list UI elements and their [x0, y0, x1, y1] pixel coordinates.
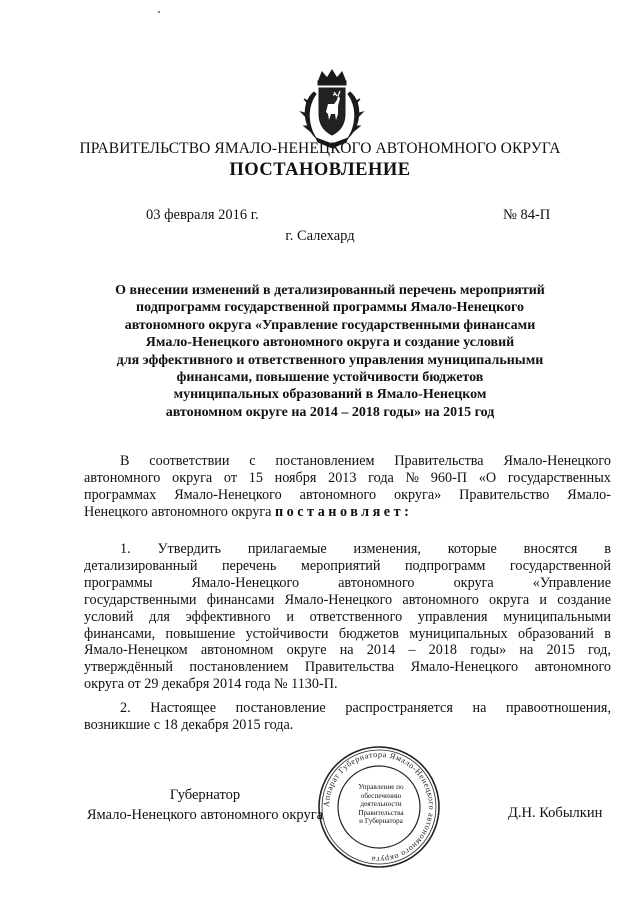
justified-line [84, 575, 611, 592]
word: управления [417, 608, 488, 625]
stamp-inner-line: и Губернатора [359, 817, 403, 826]
word: Ямало- [567, 486, 611, 503]
word: с [249, 453, 256, 469]
yamal-nenets-coat-of-arms-icon [296, 68, 368, 148]
word: на [519, 642, 534, 659]
word: перечень [221, 557, 277, 574]
word: «О [478, 469, 497, 486]
word: государственной [509, 557, 611, 574]
justified-line [84, 659, 611, 676]
justified-line [84, 487, 611, 504]
word: года [368, 469, 394, 486]
stamp-inner-line: Управление по [358, 783, 404, 791]
document-title [80, 282, 580, 421]
word: 2015 [546, 642, 575, 659]
word: 2014 [366, 642, 396, 659]
title-line: О внесении изменений в детализированный перечень мероприятий [115, 283, 545, 298]
word: эффективного [185, 608, 271, 625]
word: Правительства [394, 453, 484, 469]
position-line: Губернатор [169, 787, 241, 803]
word: бюджетов [338, 625, 399, 642]
word: автономного [534, 659, 611, 676]
title-line: финансами, повышение устойчивости бюджетов [176, 370, 484, 386]
document-date: 03 февраля 2016 г. [146, 207, 259, 223]
word: постановление [235, 700, 326, 716]
word: распространяется [345, 700, 453, 716]
item-1-paragraph [84, 541, 611, 693]
word: 2013 [328, 469, 357, 486]
word: которые [447, 541, 497, 557]
word: в [604, 625, 611, 642]
word: на [472, 700, 487, 716]
preamble-paragraph [84, 453, 611, 521]
justified-line [84, 470, 611, 487]
word: Правительства [304, 659, 395, 676]
justified-line [84, 609, 611, 626]
justified-line [84, 592, 611, 609]
item-2-last-line: возникшие с 18 декабря 2015 года. [84, 716, 294, 733]
word: на [339, 642, 354, 659]
word: изменения, [353, 541, 421, 557]
title-line: автономного округа «Управление государственными финансами [124, 317, 536, 333]
word: Ямало-Ненецкого [503, 453, 611, 469]
word: условий [84, 608, 134, 625]
title-line: для эффективного и ответственного управления муниципальными [116, 352, 544, 368]
word: соответствии [149, 453, 230, 469]
word: государственными [84, 591, 197, 608]
title-line: муниципальных образований в Ямало-Ненецком [173, 387, 487, 403]
signatory-name: Д.Н. Кобылкин [508, 805, 603, 821]
justified-line [84, 642, 611, 659]
word: автономного [299, 486, 377, 503]
word: Правительство [459, 486, 550, 503]
word: устойчивости [245, 625, 329, 642]
word: ноября [274, 469, 317, 486]
word: Утвердить [157, 541, 221, 557]
word: округа [453, 574, 494, 591]
position-line: Ямало-Ненецкого автономного округа [86, 806, 324, 823]
word: и [539, 591, 547, 608]
word: 2018 [428, 642, 457, 659]
title-line: Ямало-Ненецкого автономного округа и создание условий [145, 335, 515, 351]
word: утверждённый [84, 659, 173, 676]
justified-line [84, 626, 611, 643]
word: 960-П [430, 469, 468, 486]
document-number: № 84-П [503, 207, 551, 223]
word: повышение [165, 625, 236, 642]
stamp-inner-line: Правительства [358, 808, 404, 817]
word: автономного [84, 469, 161, 486]
preamble-last-line [84, 504, 611, 521]
item-2-paragraph [84, 700, 611, 734]
item-1-last-line: округа от 29 декабря 2014 года № 1130-П. [84, 676, 338, 693]
justified-line [84, 700, 611, 717]
word: округа [172, 469, 213, 486]
word: Ямало-Ненецкого [191, 574, 300, 591]
decree-word: постановляет: [274, 503, 413, 520]
stamp-inner-line: деятельности [360, 800, 402, 809]
word: Ямало-Ненецкого [284, 591, 393, 608]
word: вносятся [523, 541, 578, 557]
word: автономного [402, 591, 479, 608]
word: № [405, 469, 420, 486]
word: округа» [394, 486, 442, 503]
word: программах [84, 486, 157, 503]
word: Настоящее [150, 700, 217, 716]
word: округе [286, 642, 327, 659]
word: В [120, 453, 130, 469]
stamp-outer-text: Аппарат Губернатора Ямало-Ненецкого автономного округа [321, 749, 437, 865]
word: прилагаемые [247, 541, 327, 557]
word: в [604, 541, 611, 557]
word: «Управление [532, 574, 611, 591]
word: образований [517, 625, 594, 642]
scan-speck [158, 11, 160, 13]
word: автономного [338, 574, 415, 591]
word: создание [557, 591, 611, 608]
word: год, [588, 642, 611, 659]
stamp-inner-line: обеспечению [360, 791, 402, 800]
word: государственных [507, 469, 611, 486]
word: постановлением [189, 659, 289, 676]
word: постановлением [275, 453, 375, 469]
word: и [286, 608, 294, 625]
word: Ямало-Ненецкого [174, 486, 282, 503]
word: подпрограмм [404, 557, 486, 574]
justified-line [84, 558, 611, 575]
justified-line [84, 453, 611, 470]
word: ответственного [309, 608, 403, 625]
word: автономном [200, 642, 274, 659]
title-line: подпрограмм государственной программы Ямало-Ненецкого [136, 300, 524, 316]
word: для [149, 608, 170, 625]
word: 15 [248, 469, 263, 486]
word: финансами, [84, 625, 156, 642]
word: муниципальными [503, 608, 611, 625]
title-line: автономном округе на 2014 – 2018 годы» на 2015 год [165, 404, 495, 420]
word: муниципальных [409, 625, 508, 642]
justified-line [84, 541, 611, 558]
word: от [223, 469, 238, 486]
preamble-last-text: Ненецкого автономного округа [84, 503, 275, 520]
word: детализированный [84, 557, 198, 574]
word: годы» [470, 642, 507, 659]
word: Ямало-Ненецком [84, 642, 188, 659]
word: правоотношения, [506, 700, 611, 716]
stamp-inner-text [350, 783, 412, 826]
word: округа [489, 591, 530, 608]
organization-name: ПРАВИТЕЛЬСТВО ЯМАЛО-НЕНЕЦКОГО АВТОНОМНОГО ОКРУГА [79, 140, 561, 157]
word: программы [84, 574, 153, 591]
word: финансами [206, 591, 275, 608]
word: 2. [120, 700, 131, 716]
signatory-position [80, 786, 330, 825]
word: – [408, 642, 416, 659]
word: Ямало-Ненецкого [410, 659, 519, 676]
document-type: ПОСТАНОВЛЕНИЕ [229, 160, 411, 180]
word: 1. [120, 541, 131, 557]
document-city: г. Салехард [285, 228, 355, 244]
word: мероприятий [300, 557, 381, 574]
